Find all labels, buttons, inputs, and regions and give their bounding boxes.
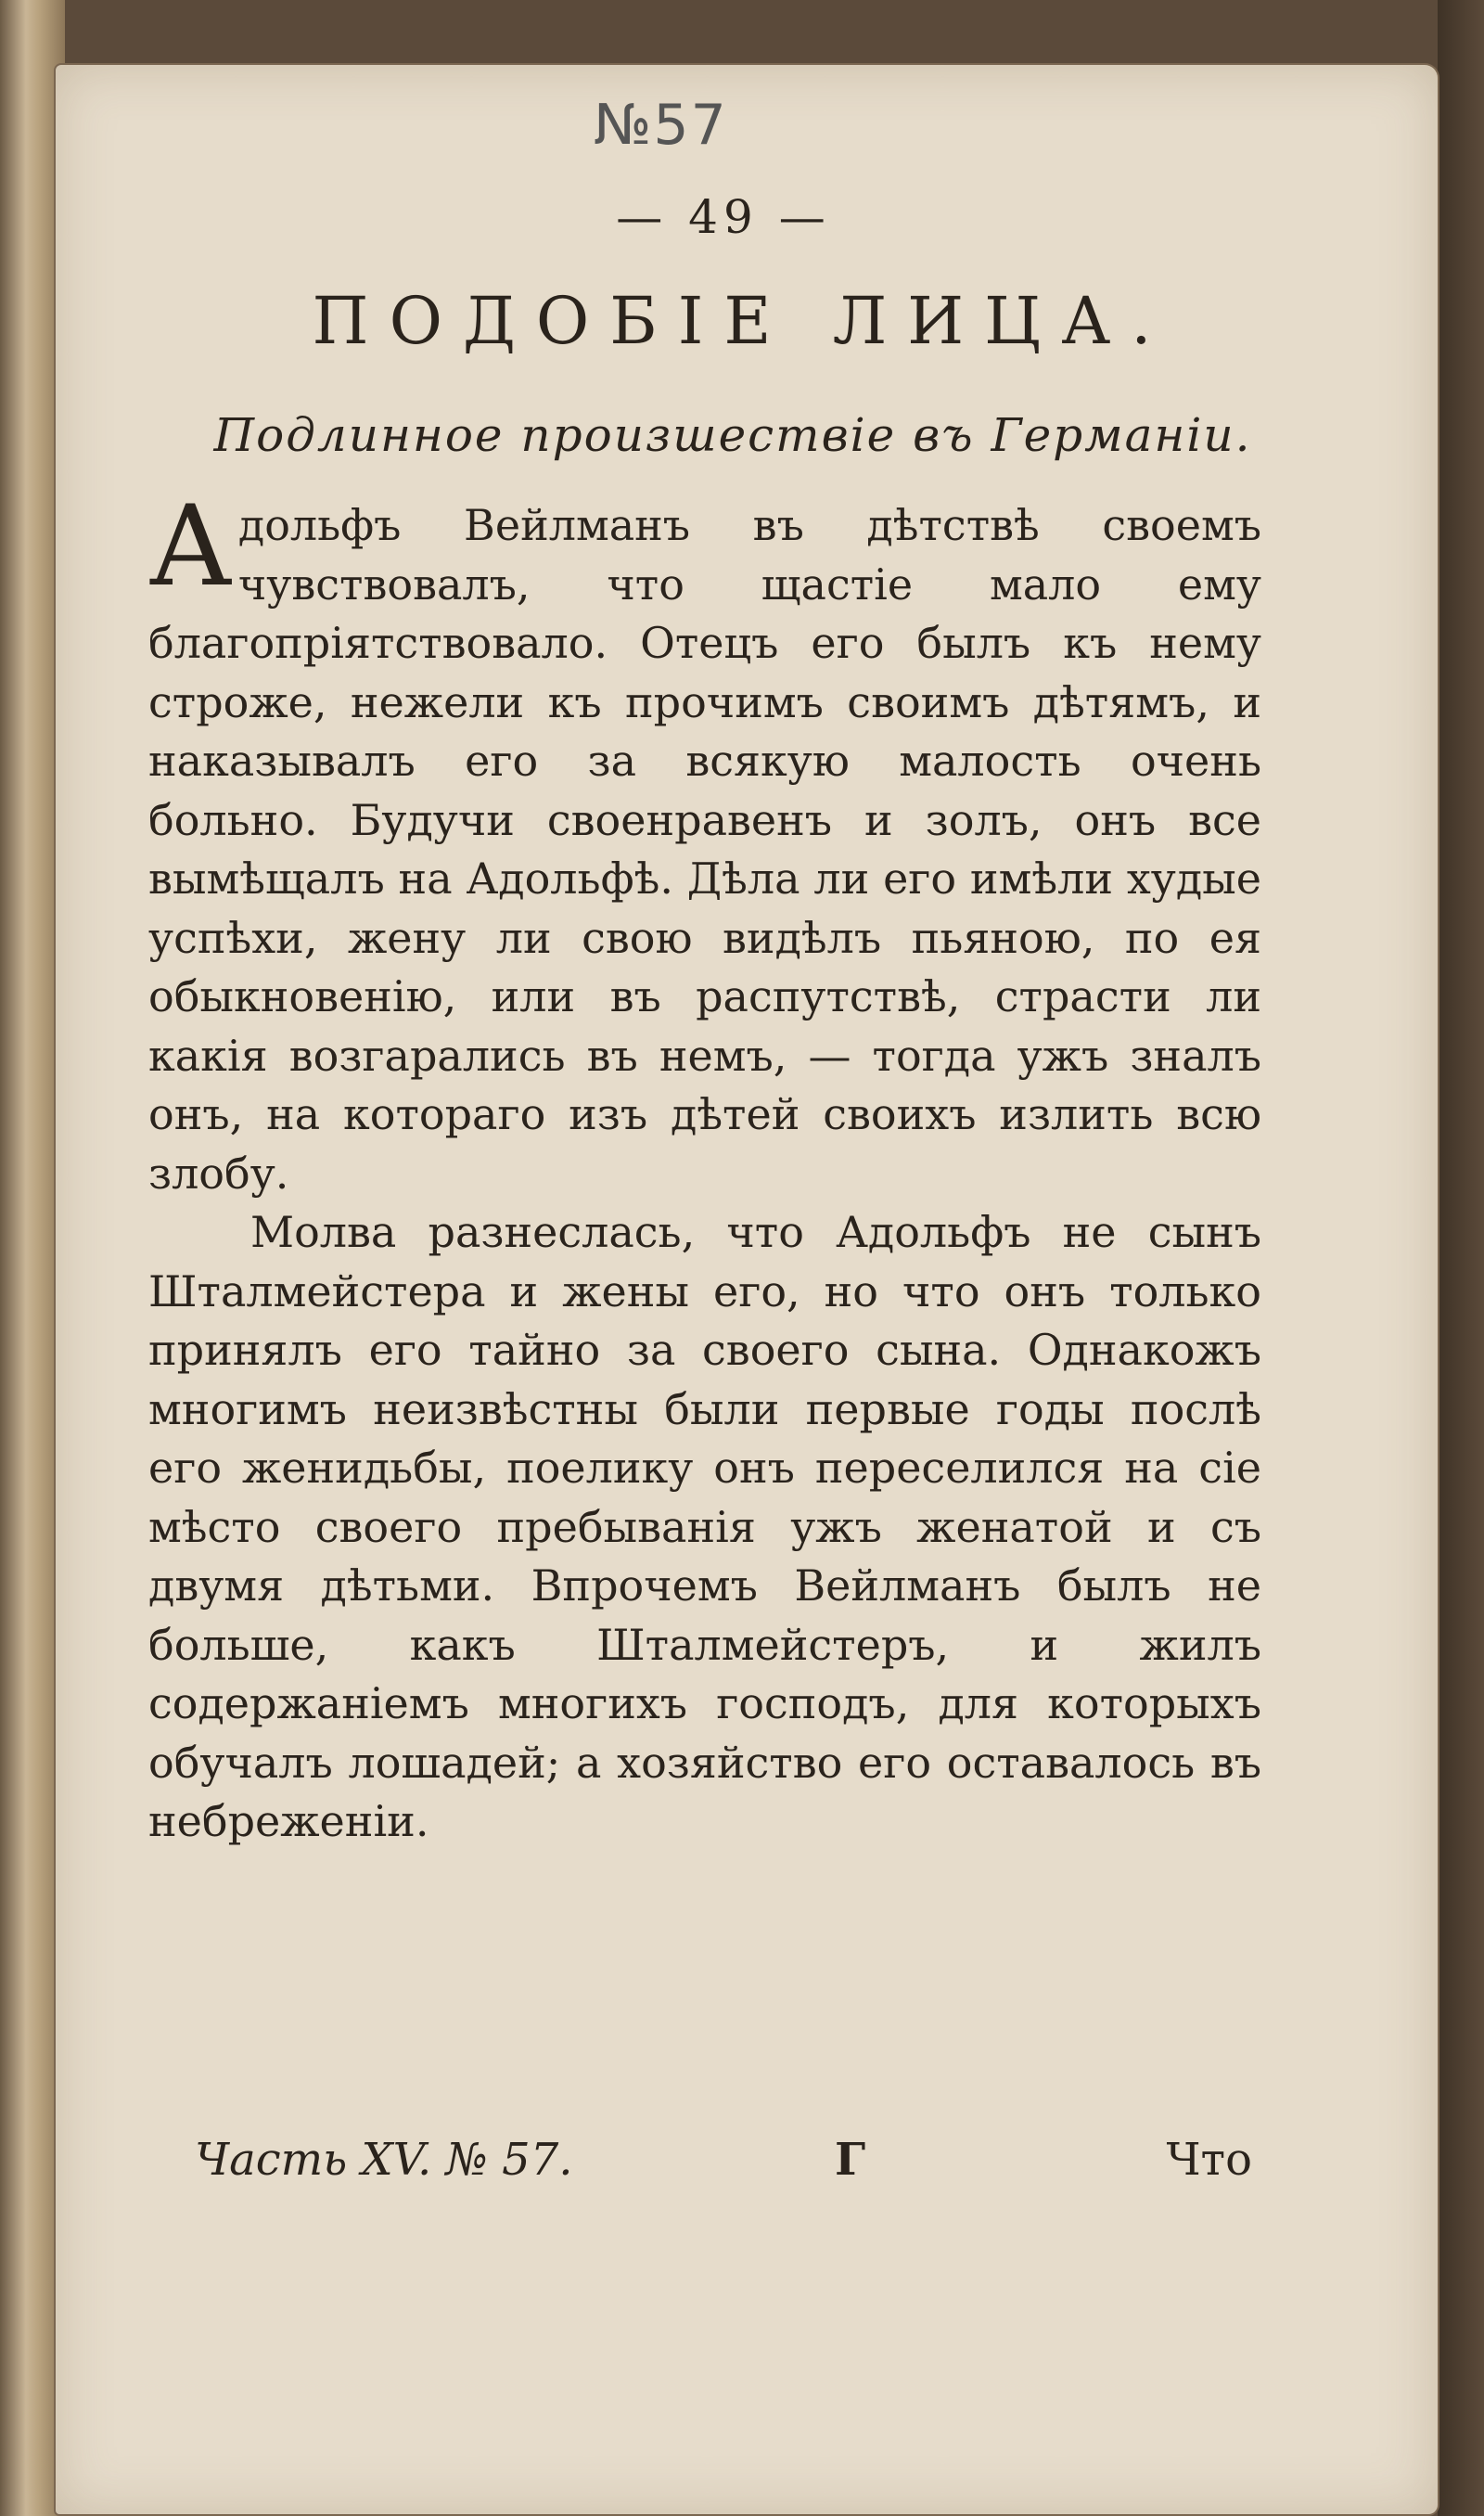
page-shadow	[1438, 0, 1484, 2516]
part-issue-label: Часть XV. № 57.	[195, 2134, 573, 2186]
page-footer	[195, 2134, 1252, 2199]
signature-mark: Г	[835, 2134, 866, 2186]
handwritten-issue-number: №57	[594, 93, 728, 158]
article-subtitle: Подлинное произшествіе въ Германіи.	[213, 408, 1252, 462]
paragraph-2: Молва разнеслась, что Адольфъ не сынъ Шталмейстера и жены его, но что онъ только принялъ его тайно за своего сына. Однакожъ многимъ неизвѣстны были первые годы послѣ его женидьбы, поелику онъ переселился на сіе мѣсто своего пребыванія ужъ женатой и съ двумя дѣтьми. Впрочемъ Вейлманъ былъ не больше, какъ Шталмейстеръ, и жилъ содержаніемъ многихъ господъ, для которыхъ обучалъ лошадей; а хозяйство его оставалось въ небреженіи.	[148, 1207, 1261, 1846]
book-page	[56, 65, 1438, 2514]
article-body	[148, 482, 1261, 1852]
article-title: ПОДОБІЕ ЛИЦА.	[312, 283, 1172, 359]
paragraph-1	[148, 482, 1261, 1203]
paragraph-1-text: дольфъ Вейлманъ въ дѣтствѣ своемъ чувствовалъ, что щастіе мало ему благопріятствовало. Отецъ его былъ къ нему строже, нежели къ прочимъ своимъ дѣтямъ, и наказывалъ его за всякую малость очень больно. Будучи своенравенъ и золъ, онъ все вымѣщалъ на Адольфѣ. Дѣла ли его имѣли худые успѣхи, жену ли свою видѣлъ пьяною, по ея обыкновенію, или въ распутствѣ, страсти ли какія возгарались въ немъ, — тогда ужъ зналъ онъ, на котораго изъ дѣтей своихъ излить всю злобу.	[148, 500, 1261, 1199]
page-number: — 49 —	[616, 190, 831, 244]
catchword: Что	[1166, 2134, 1252, 2186]
drop-cap: А	[148, 482, 233, 611]
